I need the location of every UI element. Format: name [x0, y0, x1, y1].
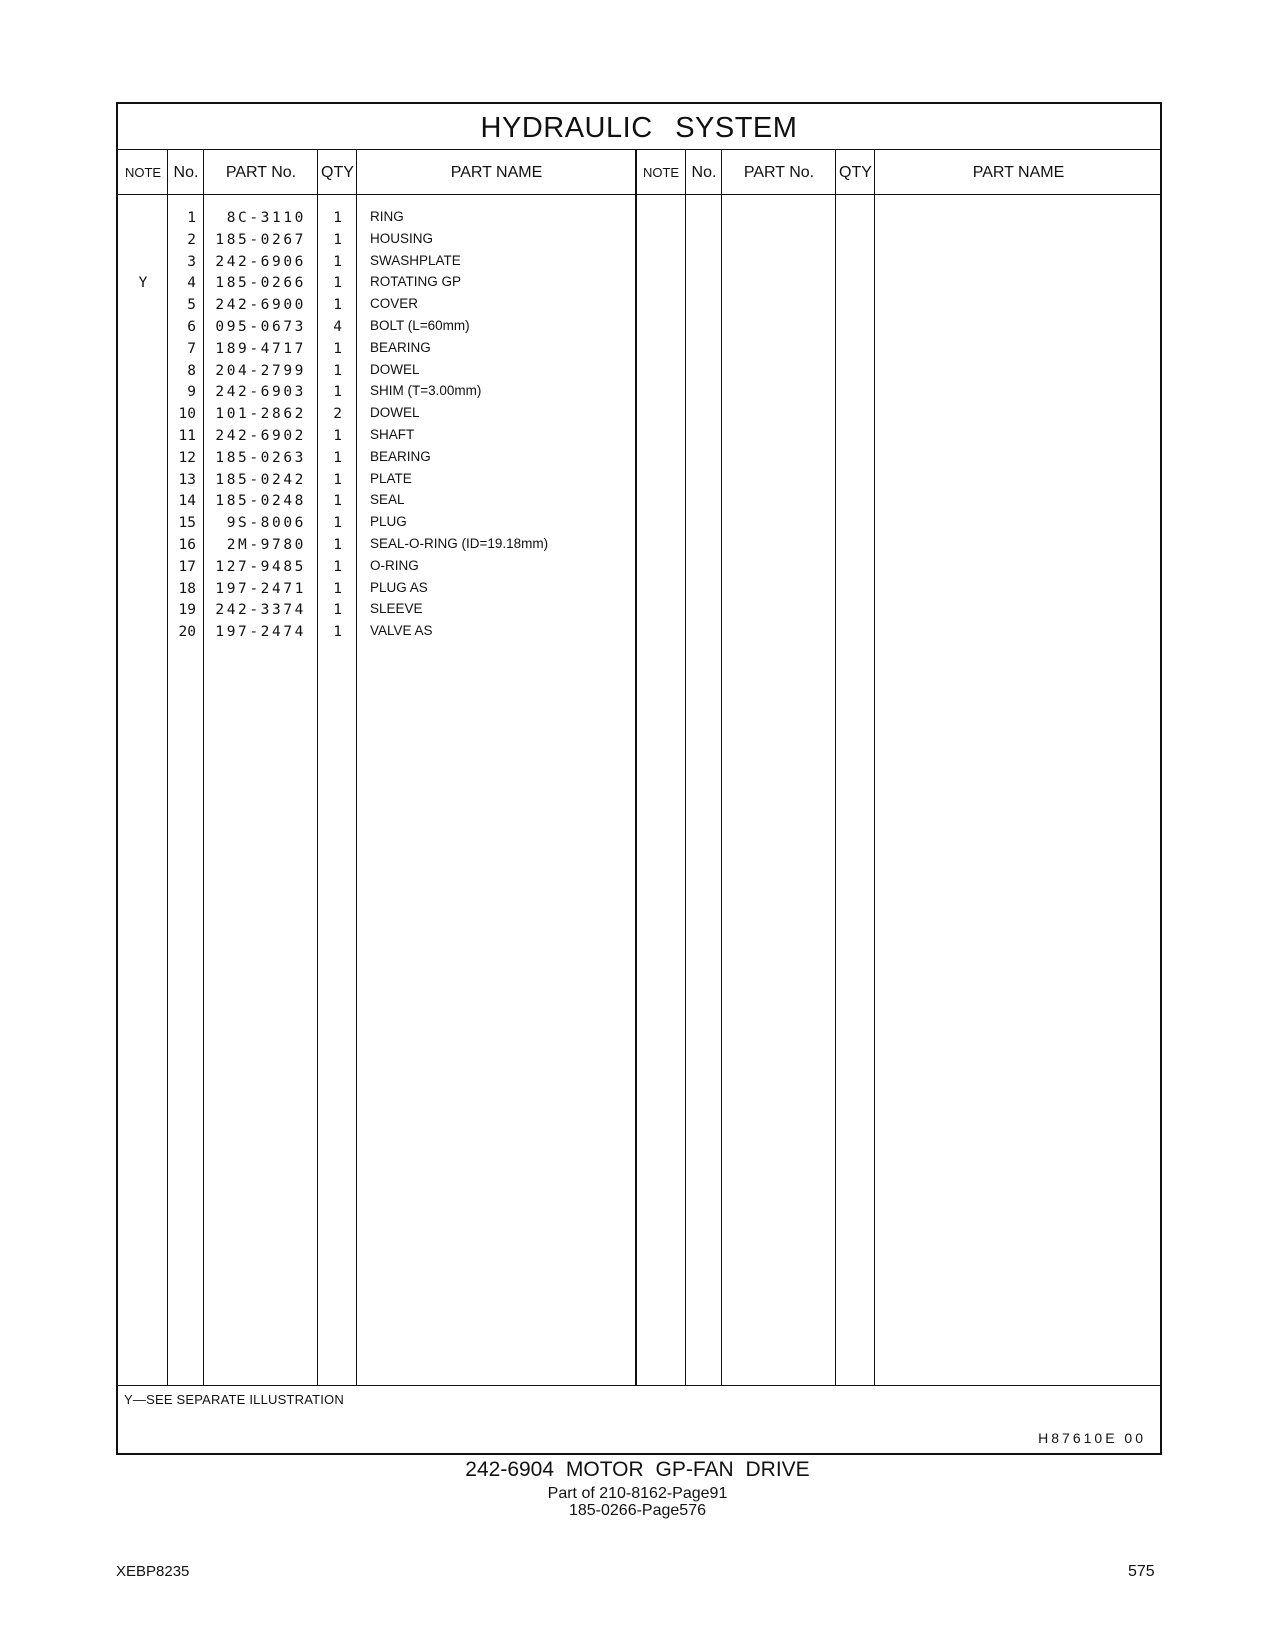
row-part-number: 242-6900 — [215, 297, 306, 314]
table-row — [118, 272, 1160, 294]
row-part-number: 127-9485 — [215, 558, 306, 575]
caption-reference-1: Part of 210-8162-Page91 — [547, 1485, 728, 1502]
row-part-number: 185-0242 — [215, 471, 306, 488]
row-part-number: 185-0248 — [215, 493, 306, 510]
row-item-number: 17 — [178, 558, 196, 575]
row-item-number: 19 — [178, 602, 196, 619]
row-item-number: 8 — [187, 362, 196, 379]
table-row — [118, 469, 1160, 491]
row-part-number: 197-2474 — [215, 624, 306, 641]
row-part-name: PLATE — [370, 470, 412, 486]
table-row — [118, 621, 1160, 643]
row-part-name: VALVE AS — [370, 623, 433, 639]
header-part-name-right: PART NAME — [972, 164, 1065, 181]
row-quantity: 1 — [333, 602, 342, 619]
row-quantity: 1 — [333, 493, 342, 510]
table-row — [118, 360, 1160, 382]
row-part-name: SHIM (T=3.00mm) — [370, 383, 482, 399]
row-part-name: SWASHPLATE — [370, 252, 461, 268]
row-part-name: RING — [370, 209, 404, 224]
section-title: HYDRAULIC SYSTEM — [118, 104, 1160, 150]
row-item-number: 10 — [178, 406, 196, 423]
row-part-number: 242-6903 — [215, 384, 306, 401]
row-note: Y — [138, 275, 148, 292]
row-part-number: 242-6906 — [215, 253, 306, 270]
table-row — [118, 425, 1160, 447]
table-row — [118, 207, 1160, 229]
header-part-no-right: PART No. — [743, 164, 815, 181]
row-part-name: DOWEL — [370, 361, 420, 377]
caption-title: 242-6904 MOTOR GP-FAN DRIVE — [465, 1458, 810, 1481]
row-part-name: PLUG AS — [370, 579, 428, 595]
row-part-name: BEARING — [370, 448, 431, 464]
row-quantity: 2 — [333, 406, 342, 423]
row-part-number: 204-2799 — [215, 362, 306, 379]
row-quantity: 1 — [333, 449, 342, 466]
header-no-left: No. — [173, 164, 199, 181]
row-part-name: HOUSING — [370, 230, 434, 246]
row-quantity: 1 — [333, 210, 342, 226]
row-part-name: BOLT (L=60mm) — [370, 318, 470, 333]
table-row — [118, 338, 1160, 360]
row-part-number: 197-2471 — [215, 580, 306, 597]
table-row — [118, 316, 1160, 338]
row-part-number: 189-4717 — [215, 340, 306, 357]
caption-reference-2: 185-0266-Page576 — [568, 1502, 706, 1519]
row-quantity: 1 — [333, 340, 342, 357]
row-part-name: SLEEVE — [370, 601, 423, 617]
row-part-name: ROTATING GP — [370, 274, 461, 290]
row-quantity: 4 — [333, 319, 342, 335]
header-qty-left: QTY — [321, 164, 354, 181]
row-item-number: 18 — [178, 580, 196, 597]
row-quantity: 1 — [333, 384, 342, 401]
row-part-number: 185-0267 — [215, 231, 306, 248]
row-part-number: 185-0263 — [215, 449, 306, 466]
row-quantity: 1 — [333, 275, 342, 292]
row-item-number: 2 — [187, 231, 196, 248]
row-part-name: DOWEL — [370, 405, 420, 421]
row-quantity: 1 — [333, 253, 342, 270]
row-quantity: 1 — [333, 362, 342, 379]
row-part-number: 2M-9780 — [226, 537, 306, 553]
table-row — [118, 556, 1160, 578]
table-row — [118, 490, 1160, 512]
row-item-number: 5 — [187, 297, 196, 314]
row-item-number: 4 — [187, 275, 196, 292]
table-row — [118, 251, 1160, 273]
row-part-number: 101-2862 — [215, 406, 306, 423]
row-part-number: 242-6902 — [215, 428, 306, 444]
row-quantity: 1 — [333, 428, 342, 444]
header-no-right: No. — [691, 164, 717, 181]
row-item-number: 12 — [178, 449, 196, 466]
row-item-number: 14 — [178, 493, 196, 510]
row-part-name: SEAL-O-RING (ID=19.18mm) — [370, 536, 549, 551]
row-part-number: 242-3374 — [215, 602, 306, 619]
parts-table-frame — [116, 102, 1162, 1455]
page-number: 575 — [1128, 1563, 1155, 1580]
row-part-number: 185-0266 — [215, 275, 306, 292]
row-quantity: 1 — [333, 624, 342, 641]
table-row — [118, 381, 1160, 403]
header-part-name-left: PART NAME — [450, 164, 543, 181]
row-part-name: BEARING — [370, 339, 431, 355]
row-item-number: 6 — [187, 319, 196, 335]
row-part-name: SHAFT — [370, 427, 415, 442]
row-part-name: SEAL — [370, 492, 405, 508]
row-item-number: 13 — [178, 471, 196, 488]
row-quantity: 1 — [333, 580, 342, 597]
table-row — [118, 403, 1160, 425]
header-qty-right: QTY — [839, 164, 872, 181]
row-item-number: 11 — [178, 428, 196, 444]
row-part-number: 095-0673 — [215, 319, 306, 335]
row-quantity: 1 — [333, 515, 342, 532]
row-item-number: 15 — [178, 515, 196, 532]
row-part-number: 8C-3110 — [226, 210, 306, 226]
document-id: XEBP8235 — [116, 1563, 190, 1580]
row-quantity: 1 — [333, 471, 342, 488]
row-item-number: 1 — [187, 210, 196, 226]
table-row — [118, 447, 1160, 469]
row-item-number: 3 — [187, 253, 196, 270]
row-item-number: 16 — [178, 537, 196, 553]
row-part-name: O-RING — [370, 557, 419, 573]
footnote: Y—SEE SEPARATE ILLUSTRATION — [124, 1392, 344, 1407]
row-quantity: 1 — [333, 231, 342, 248]
table-header — [118, 150, 1160, 195]
table-row — [118, 229, 1160, 251]
header-note-right: NOTE — [642, 165, 680, 180]
footer-divider — [118, 1385, 1160, 1386]
header-note-left: NOTE — [124, 165, 162, 180]
row-item-number: 7 — [187, 340, 196, 357]
row-part-number: 9S-8006 — [226, 515, 306, 532]
row-quantity: 1 — [333, 537, 342, 553]
row-quantity: 1 — [333, 558, 342, 575]
table-row — [118, 512, 1160, 534]
row-item-number: 20 — [178, 624, 196, 641]
row-part-name: COVER — [370, 296, 419, 312]
header-part-no-left: PART No. — [225, 164, 297, 181]
table-row — [118, 534, 1160, 556]
table-row — [118, 599, 1160, 621]
illustration-code: H87610E 00 — [1038, 1430, 1146, 1446]
table-row — [118, 578, 1160, 600]
row-quantity: 1 — [333, 297, 342, 314]
row-part-name: PLUG — [370, 514, 407, 530]
row-item-number: 9 — [187, 384, 196, 401]
table-row — [118, 294, 1160, 316]
